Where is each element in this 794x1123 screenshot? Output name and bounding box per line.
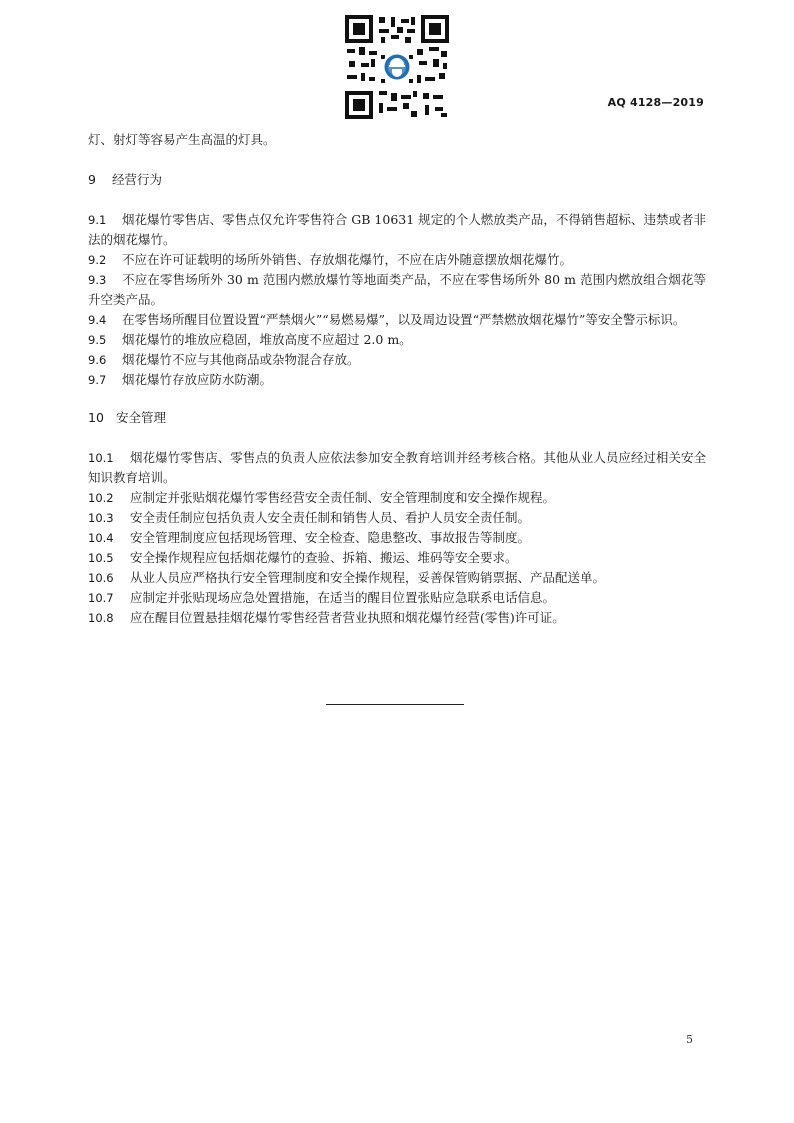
section-heading-10 [88, 408, 706, 428]
clause-10-3 [88, 508, 706, 528]
clause-text: 应制定并张贴烟花爆竹零售经营安全责任制、安全管理制度和安全操作规程。 [130, 490, 556, 505]
clause-number: 9.5 [88, 333, 107, 347]
clause-text: 应在醒目位置悬挂烟花爆竹零售经营者营业执照和烟花爆竹经营(零售)许可证。 [130, 610, 565, 625]
page-number: 5 [686, 1033, 693, 1046]
section-number: 9 [88, 172, 96, 187]
clause-text: 烟花爆竹不应与其他商品或杂物混合存放。 [122, 352, 360, 367]
clause-number: 9.3 [88, 273, 107, 287]
clause-10-5 [88, 548, 706, 568]
clause-text: 在零售场所醒目位置设置“严禁烟火”“易燃易爆”，以及周边设置“严禁燃放烟花爆竹”等安全警示标识。 [122, 312, 686, 327]
clause-text: 烟花爆竹零售店、零售点的负责人应依法参加安全教育培训并经考核合格。其他从业人员应经过相关安全知识教育培训。 [88, 450, 706, 485]
clause-text: 不应在零售场所外 30 m 范围内燃放爆竹等地面类产品，不应在零售场所外 80 m 范围内燃放组合烟花等升空类产品。 [88, 272, 706, 307]
clause-9-1 [88, 210, 706, 250]
clause-number: 10.3 [88, 511, 114, 525]
clause-9-5 [88, 330, 706, 350]
clause-number: 10.6 [88, 571, 114, 585]
clause-number: 10.8 [88, 611, 114, 625]
clause-9-2 [88, 250, 706, 270]
clause-9-6 [88, 350, 706, 370]
clause-text: 不应在许可证载明的场所外销售、存放烟花爆竹，不应在店外随意摆放烟花爆竹。 [122, 252, 573, 267]
continuation-text: 灯、射灯等容易产生高温的灯具。 [88, 132, 276, 147]
clause-number: 10.7 [88, 591, 114, 605]
clause-10-4 [88, 528, 706, 548]
clause-number: 9.2 [88, 253, 107, 267]
clause-9-7 [88, 370, 706, 390]
end-of-document-rule [326, 704, 464, 705]
clause-number: 9.7 [88, 373, 107, 387]
section-number: 10 [88, 410, 104, 425]
clause-10-6 [88, 568, 706, 588]
clause-number: 9.4 [88, 313, 107, 327]
clause-text: 烟花爆竹零售店、零售点仅允许零售符合 GB 10631 规定的个人燃放类产品，不得销售超标、违禁或者非法的烟花爆竹。 [88, 212, 706, 247]
section-title: 经营行为 [112, 172, 163, 187]
clause-number: 10.5 [88, 551, 114, 565]
clause-number: 9.1 [88, 213, 107, 227]
document-number: AQ 4128—2019 [607, 96, 704, 109]
clause-text: 应制定并张贴现场应急处置措施，在适当的醒目位置张贴应急联系电话信息。 [130, 590, 556, 605]
section-heading-9 [88, 170, 706, 190]
clause-10-1 [88, 448, 706, 488]
clause-number: 9.6 [88, 353, 107, 367]
clause-text: 烟花爆竹存放应防水防潮。 [122, 372, 273, 387]
clause-number: 10.1 [88, 451, 114, 465]
clause-9-4 [88, 310, 706, 330]
clause-number: 10.2 [88, 491, 114, 505]
section-title: 安全管理 [116, 410, 167, 425]
clause-10-8 [88, 608, 706, 628]
clause-10-2 [88, 488, 706, 508]
clause-10-7 [88, 588, 706, 608]
qr-code-icon [345, 15, 449, 119]
document-body [88, 130, 706, 628]
clause-number: 10.4 [88, 531, 114, 545]
clause-text: 安全操作规程应包括烟花爆竹的查验、拆箱、搬运、堆码等安全要求。 [130, 550, 518, 565]
clause-text: 从业人员应严格执行安全管理制度和安全操作规程，妥善保管购销票据、产品配送单。 [130, 570, 606, 585]
clause-9-3 [88, 270, 706, 310]
clause-text: 安全责任制应包括负责人安全责任制和销售人员、看护人员安全责任制。 [130, 510, 531, 525]
clause-text: 烟花爆竹的堆放应稳固，堆放高度不应超过 2.0 m。 [122, 332, 412, 347]
clause-text: 安全管理制度应包括现场管理、安全检查、隐患整改、事故报告等制度。 [130, 530, 531, 545]
